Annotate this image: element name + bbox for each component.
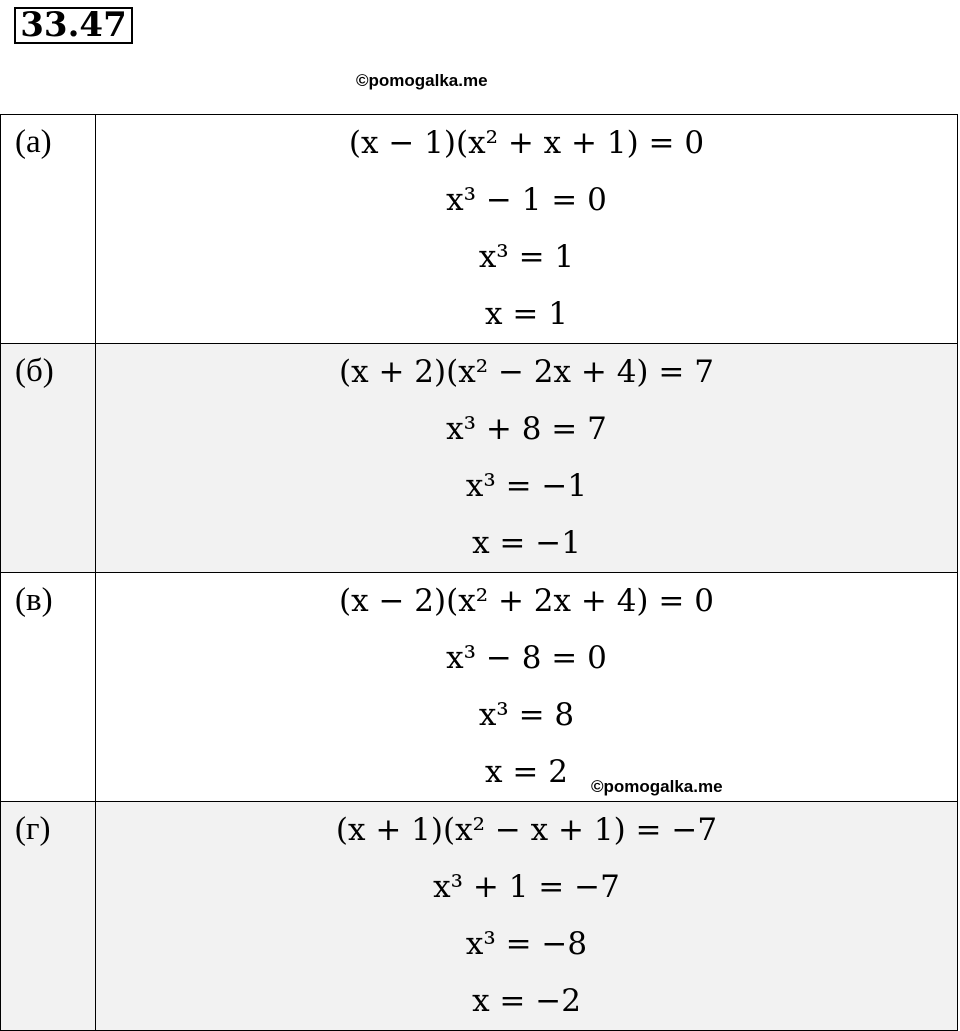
- equation-line: x = −2: [472, 983, 581, 1019]
- part-b-equations: [96, 344, 958, 573]
- equation-line: (x − 2)(x² + 2x + 4) = 0: [339, 583, 714, 619]
- equation-line: x³ = 1: [478, 239, 575, 275]
- part-c-row: [1, 573, 958, 802]
- part-d-row: [1, 802, 958, 1031]
- equation-line: x = 2: [485, 754, 568, 790]
- part-b-label-cell: [1, 344, 96, 573]
- equation-line: (x + 1)(x² − x + 1) = −7: [335, 812, 718, 848]
- part-a-label: (а): [15, 124, 52, 160]
- part-a-equations: [96, 115, 958, 344]
- equation-line: x³ = 8: [478, 697, 575, 733]
- equation-line: x = −1: [472, 525, 581, 561]
- equation-line: x³ − 8 = 0: [446, 640, 607, 676]
- equation-line: (x + 2)(x² − 2x + 4) = 7: [339, 354, 714, 390]
- solutions-table: [0, 114, 958, 1031]
- part-d-label-cell: [1, 802, 96, 1031]
- part-a-label-cell: [1, 115, 96, 344]
- part-d-label: (г): [15, 811, 51, 847]
- task-number: 33.47: [14, 7, 133, 44]
- equation-line: x³ − 1 = 0: [446, 182, 607, 218]
- part-a-row: [1, 115, 958, 344]
- watermark-top: ©pomogalka.me: [356, 71, 488, 90]
- equation-line: x³ + 1 = −7: [433, 869, 620, 905]
- part-d-equations: [96, 802, 958, 1031]
- part-b-label: (б): [15, 353, 54, 389]
- equation-line: x³ = −8: [465, 926, 588, 962]
- watermark-middle: ©pomogalka.me: [591, 777, 723, 796]
- part-b-row: [1, 344, 958, 573]
- part-c-equations: [96, 573, 958, 802]
- equation-line: x = 1: [485, 296, 568, 332]
- equation-line: x³ = −1: [465, 468, 588, 504]
- part-c-label: (в): [15, 582, 53, 618]
- equation-line: (x − 1)(x² + x + 1) = 0: [348, 125, 705, 161]
- part-c-label-cell: [1, 573, 96, 802]
- equation-line: x³ + 8 = 7: [446, 411, 607, 447]
